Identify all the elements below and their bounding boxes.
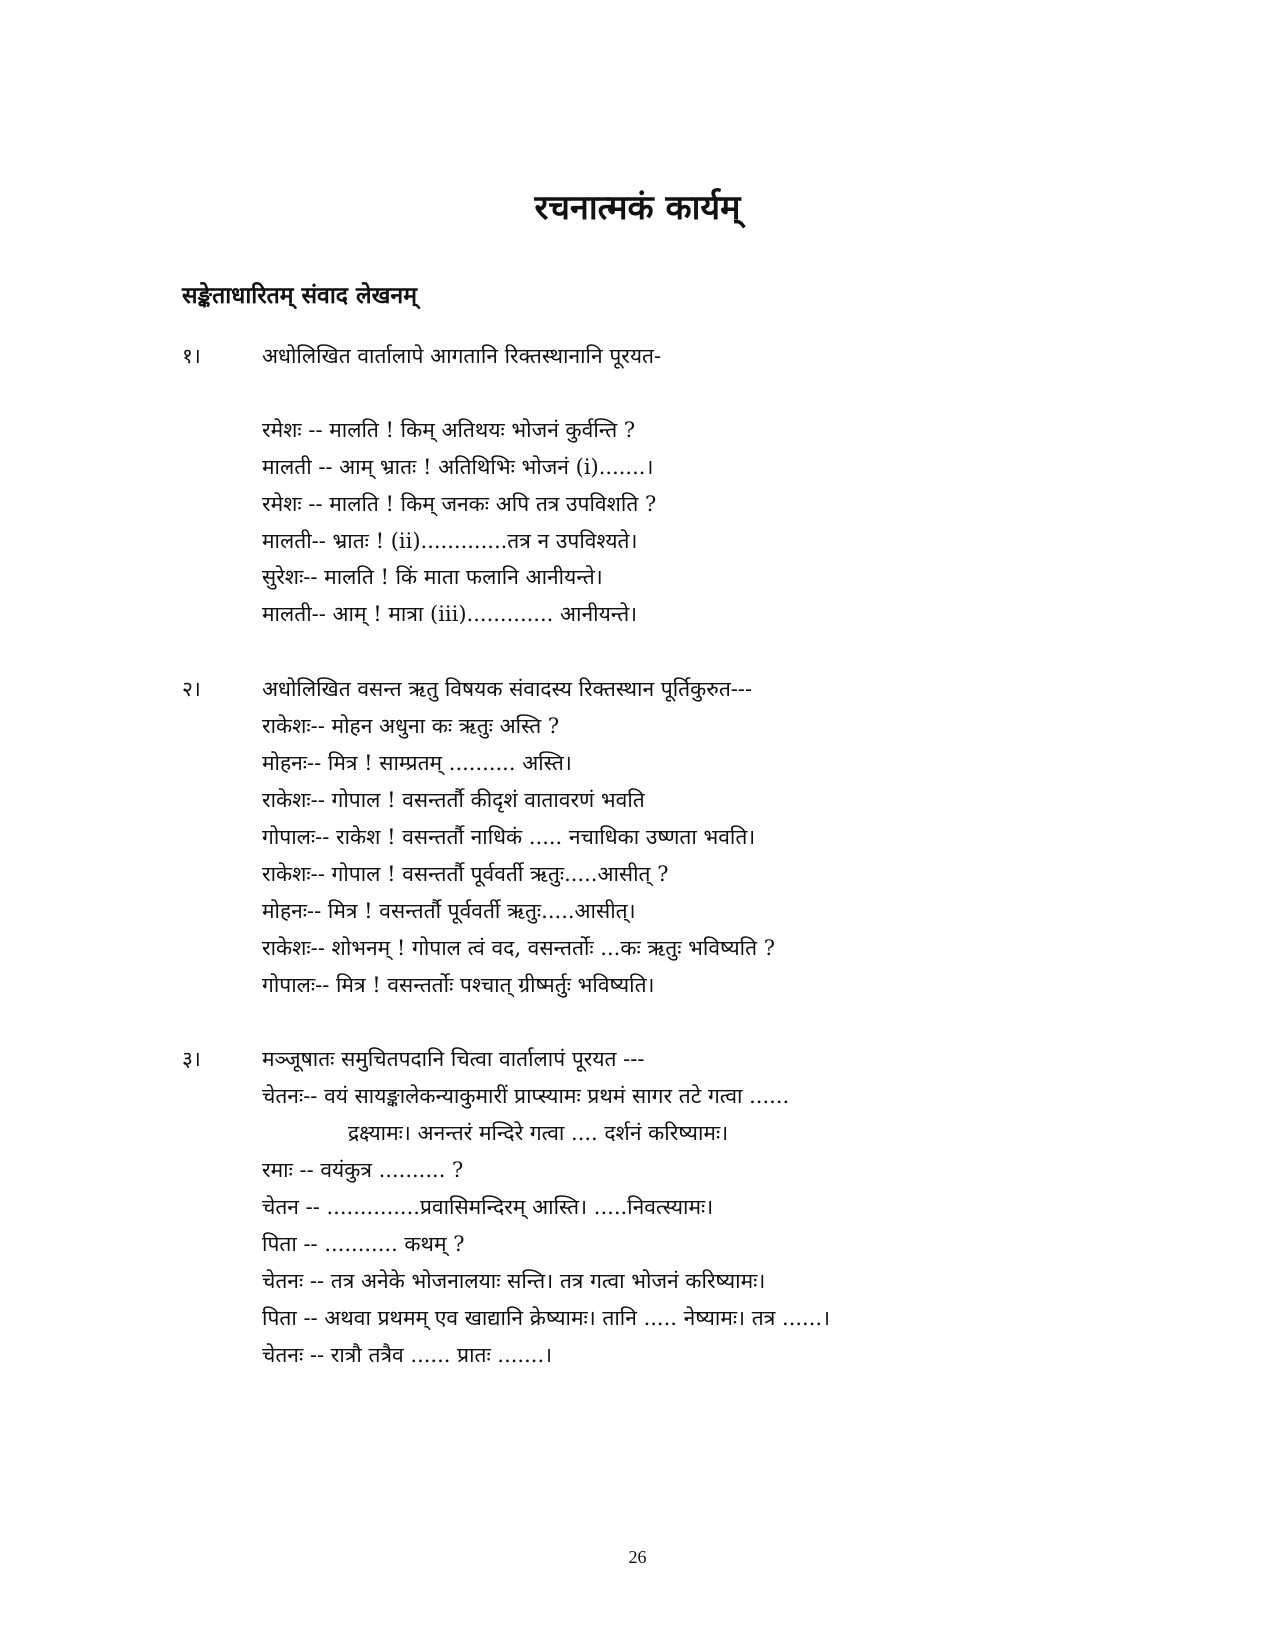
dialogue-line: मोहनः-- मित्र ! साम्प्रतम् .......... अस्ति। [262, 751, 572, 775]
dialogue-line: रमेशः -- मालति ! किम् जनकः अपि तत्र उपविशति ? [262, 492, 657, 516]
dialogue-line: राकेशः-- मोहन अधुना कः ऋतुः अस्ति ? [262, 714, 560, 738]
dialogue-line: चेतनः -- तत्र अनेके भोजनालयाः सन्ति। तत्र गत्वा भोजनं करिष्यामः। [262, 1269, 766, 1293]
dialogue-line-continuation: द्रक्ष्यामः। अनन्तरं मन्दिरे गत्वा .... दर्शनं करिष्यामः। [348, 1121, 729, 1145]
page-title: रचनात्मकं कार्यम् [534, 188, 741, 228]
dialogue-line: पिता -- ........... कथम् ? [262, 1232, 465, 1256]
section-subtitle: सङ्केताधारितम् संवाद लेखनम् [182, 283, 417, 309]
dialogue-line: चेतनः-- वयं सायङ्कालेकन्याकुमारीं प्राप्स्यामः प्रथमं सागर तटे गत्वा ...... [262, 1084, 790, 1108]
question-number-2: २। [182, 677, 201, 701]
dialogue-line: सुरेशः-- मालति ! किं माता फलानि आनीयन्ते। [262, 565, 603, 589]
dialogue-line: गोपालः-- राकेश ! वसन्तर्तौ नाधिकं ..... नचाधिका उष्णता भवति। [262, 825, 756, 849]
question-number-3: ३। [182, 1047, 201, 1071]
dialogue-line: मोहनः-- मित्र ! वसन्तर्तौ पूर्ववर्ती ऋतुः.....आसीत्। [262, 899, 636, 923]
page-number: 26 [628, 1547, 647, 1567]
dialogue-line: राकेशः-- शोभनम् ! गोपाल त्वं वद, वसन्तर्तोः ...कः ऋतुः भविष्यति ? [262, 936, 776, 960]
question-instruction-3: मञ्जूषातः समुचितपदानि चित्वा वार्तालापं पूरयत --- [262, 1047, 645, 1071]
question-instruction-1: अधोलिखित वार्तालापे आगतानि रिक्तस्थानानि पूरयत- [262, 344, 662, 368]
dialogue-line: पिता -- अथवा प्रथमम् एव खाद्यानि क्रेष्यामः। तानि ..... नेष्यामः। तत्र ......। [262, 1306, 831, 1330]
dialogue-line: मालती-- आम् ! मात्रा (iii)............. आनीयन्ते। [262, 602, 638, 626]
dialogue-line: राकेशः-- गोपाल ! वसन्तर्तौ कीदृशं वातावरणं भवति [262, 788, 645, 812]
dialogue-line: मालती-- भ्रातः ! (ii).............तत्र न उपविश्यते। [262, 529, 638, 553]
question-number-1: १। [182, 344, 201, 368]
dialogue-line: राकेशः-- गोपाल ! वसन्तर्तौ पूर्ववर्ती ऋतुः.....आसीत् ? [262, 862, 669, 886]
question-instruction-2: अधोलिखित वसन्त ऋतु विषयक संवादस्य रिक्तस्थान पूर्तिकुरुत--- [262, 677, 753, 701]
dialogue-line: रमेशः -- मालति ! किम् अतिथयः भोजनं कुर्वन्ति ? [262, 418, 636, 442]
dialogue-line: चेतन -- ..............प्रवासिमन्दिरम् आस्ति। .....निवत्स्यामः। [262, 1195, 714, 1219]
dialogue-line: गोपालः-- मित्र ! वसन्तर्तोः पश्चात् ग्रीष्मर्तुः भविष्यति। [262, 973, 655, 997]
dialogue-line: चेतनः -- रात्रौ तत्रैव ...... प्रातः .......। [262, 1343, 553, 1367]
dialogue-line: मालती -- आम् भ्रातः ! अतिथिभिः भोजनं (i).......। [262, 455, 654, 479]
dialogue-line: रमाः -- वयंकुत्र .......... ? [262, 1158, 464, 1182]
